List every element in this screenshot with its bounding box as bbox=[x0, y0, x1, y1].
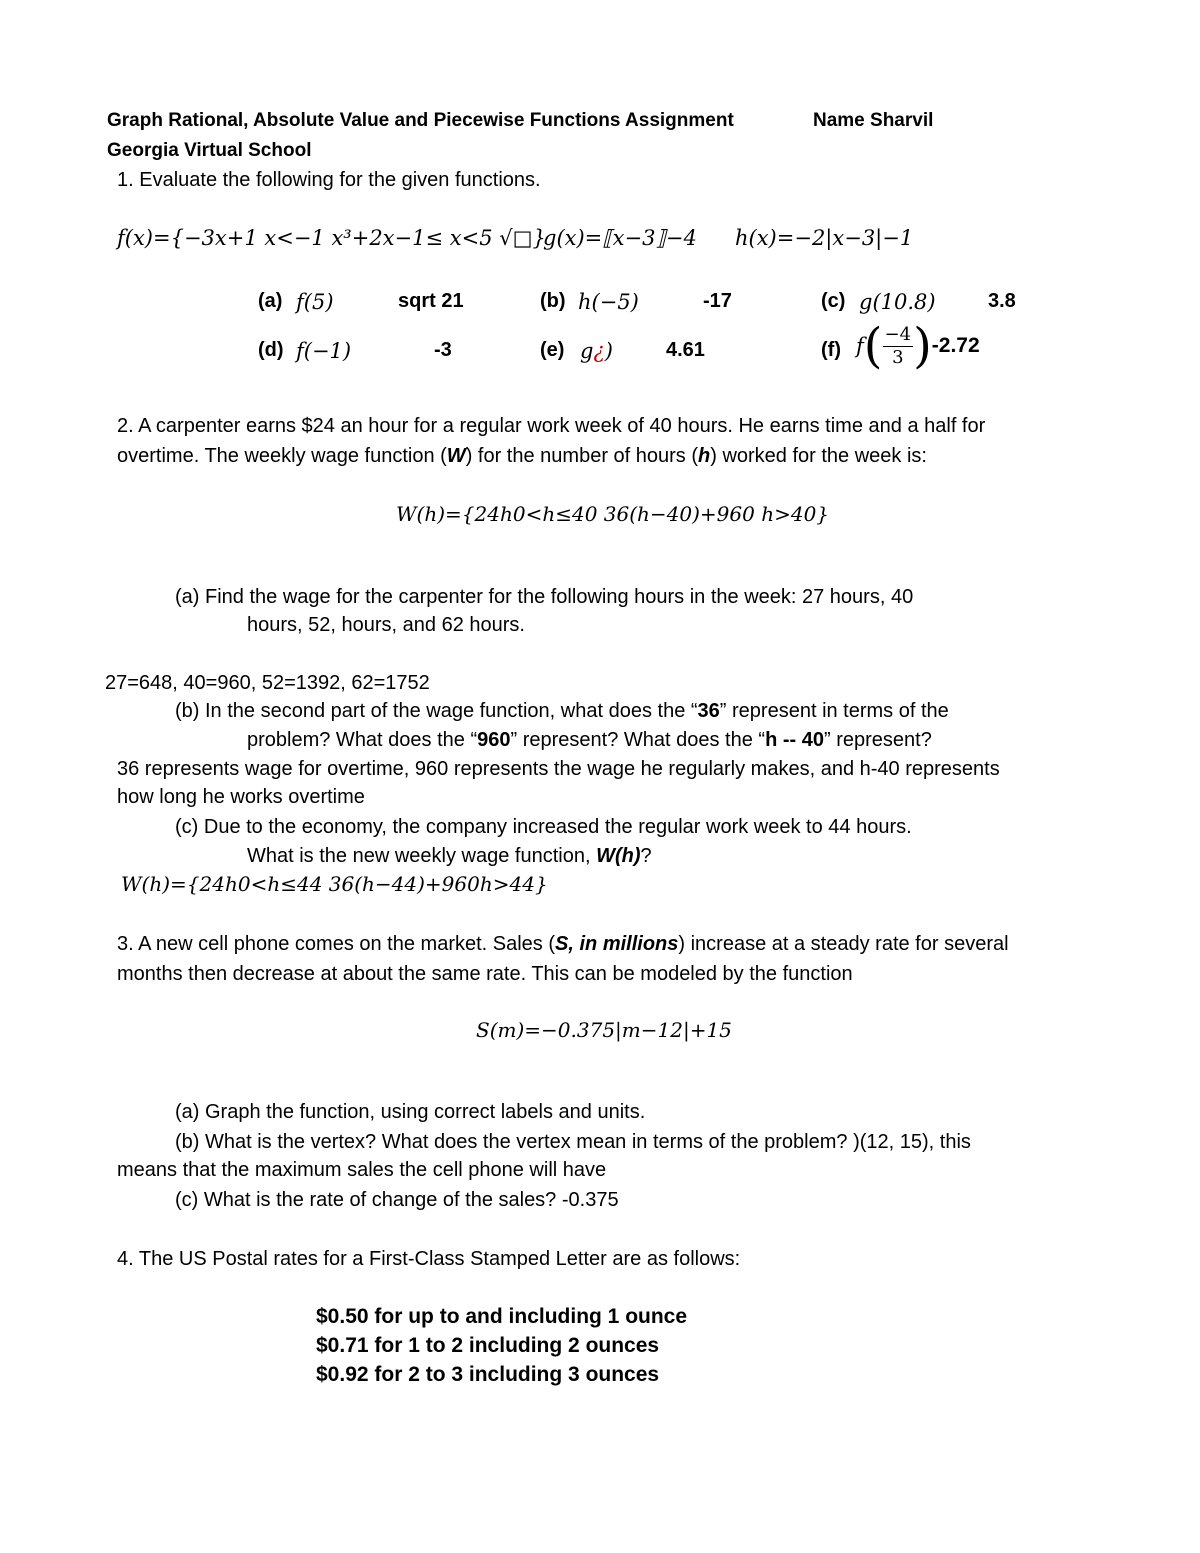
q2c-line-2 bbox=[247, 845, 652, 868]
q2-line-2 bbox=[117, 445, 927, 468]
q4-rate-3: $0.92 for 2 to 3 including 3 ounces bbox=[316, 1363, 660, 1386]
q1c-label: (c) bbox=[821, 290, 846, 312]
q3-line-1-text-a: 3. A new cell phone comes on the market. Sales ( bbox=[117, 933, 556, 955]
q1a-label: (a) bbox=[258, 290, 283, 312]
q1a-answer: sqrt 21 bbox=[398, 290, 464, 312]
q1d-answer: -3 bbox=[434, 339, 452, 361]
q1b-expression: h(−5) bbox=[578, 290, 639, 314]
q1c-answer: 3.8 bbox=[988, 290, 1016, 312]
q3-line-1-text-b: ) increase at a steady rate for several bbox=[678, 933, 1009, 955]
q1f-label: (f) bbox=[821, 339, 841, 361]
q2a-line-2: hours, 52, hours, and 62 hours. bbox=[247, 614, 525, 636]
q2b-line-2 bbox=[247, 729, 932, 752]
q2b-line-2-text-c: ” represent? bbox=[823, 729, 932, 751]
q2b-bold-h-40: h -- 40 bbox=[765, 729, 824, 751]
q1f-fraction bbox=[883, 324, 914, 369]
q1c-expression: g(10.8) bbox=[859, 290, 936, 314]
q1-prompt: 1. Evaluate the following for the given functions. bbox=[117, 169, 541, 191]
q2-line-2-text-a: overtime. The weekly wage function ( bbox=[117, 445, 447, 467]
q2c-answer-formula: W(h)={24h0<h≤44 36(h−44)+960h>44} bbox=[121, 872, 548, 896]
q2b-line-1-text-b: ” represent in terms of the bbox=[719, 700, 949, 722]
q1e-answer: 4.61 bbox=[666, 339, 705, 361]
q1e-close-paren: ) bbox=[604, 339, 613, 363]
q2-line-2-text-c: ) worked for the week is: bbox=[710, 445, 927, 467]
q1e-expression bbox=[580, 339, 613, 363]
school-name: Georgia Virtual School bbox=[107, 140, 312, 161]
q3b-line-1: (b) What is the vertex? What does the vertex mean in terms of the problem? )(12, 15), this bbox=[175, 1131, 971, 1153]
q1d-label: (d) bbox=[258, 339, 284, 361]
q1f-expression bbox=[856, 318, 980, 374]
q2-line-1: 2. A carpenter earns $24 an hour for a regular work week of 40 hours. He earns time and a half for bbox=[117, 415, 986, 437]
q3-line-1 bbox=[117, 933, 1009, 956]
q2-wage-formula: W(h)={24h0<h≤40 36(h−40)+960 h>40} bbox=[396, 502, 830, 526]
q1f-left-paren: ( bbox=[863, 318, 883, 374]
q3-bold-sales-millions: S, in millions bbox=[555, 933, 679, 955]
q3-sales-formula: S(m)=−0.375|m−12|+15 bbox=[476, 1018, 732, 1042]
q2c-line-2-text-a: What is the new weekly wage function, bbox=[247, 845, 597, 867]
q1b-answer: -17 bbox=[703, 290, 732, 312]
q2-line-2-text-b: ) for the number of hours ( bbox=[465, 445, 699, 467]
q1b-label: (b) bbox=[540, 290, 566, 312]
q4-rate-2: $0.71 for 1 to 2 including 2 ounces bbox=[316, 1334, 660, 1357]
q4-rate-1: $0.50 for up to and including 1 ounce bbox=[316, 1305, 688, 1328]
q3c: (c) What is the rate of change of the sales? -0.375 bbox=[175, 1189, 619, 1211]
q3b-line-2: means that the maximum sales the cell phone will have bbox=[117, 1159, 607, 1181]
q3-line-2: months then decrease at about the same rate. This can be modeled by the function bbox=[117, 963, 853, 985]
q2-W-variable: W bbox=[446, 445, 466, 467]
q1f-denominator: 3 bbox=[892, 346, 904, 368]
q2a-line-1: (a) Find the wage for the carpenter for the following hours in the week: 27 hours, 40 bbox=[175, 586, 914, 608]
q1a-expression: f(5) bbox=[296, 290, 334, 314]
q2b-line-2-text-a: problem? What does the “ bbox=[247, 729, 478, 751]
q2b-answer-line-2: how long he works overtime bbox=[117, 786, 365, 808]
q1e-label: (e) bbox=[540, 339, 565, 361]
q1e-missing-argument: ¿ bbox=[593, 339, 605, 363]
q2b-answer-line-1: 36 represents wage for overtime, 960 represents the wage he regularly makes, and h-40 represents bbox=[117, 758, 1000, 780]
q2b-bold-36: 36 bbox=[697, 700, 720, 722]
q1-f-definition: f(x)={−3x+1 x<−1 x³+2x−1≤ x<5 √□} bbox=[117, 226, 546, 250]
q1f-answer: -2.72 bbox=[931, 334, 980, 357]
q2c-line-2-text-b: ? bbox=[640, 845, 652, 867]
q1e-function-name: g bbox=[580, 339, 594, 363]
q1f-numerator: −4 bbox=[884, 323, 912, 345]
q4-prompt: 4. The US Postal rates for a First-Class Stamped Letter are as follows: bbox=[117, 1248, 741, 1270]
q2b-bold-960: 960 bbox=[477, 729, 511, 751]
assignment-title: Graph Rational, Absolute Value and Piecewise Functions Assignment bbox=[107, 110, 734, 131]
q2b-line-1-text-a: (b) In the second part of the wage function, what does the “ bbox=[175, 700, 698, 722]
q2c-line-1: (c) Due to the economy, the company increased the regular work week to 44 hours. bbox=[175, 816, 912, 838]
q1f-right-paren: ) bbox=[913, 318, 932, 374]
q1d-expression: f(−1) bbox=[296, 339, 352, 363]
student-name: Name Sharvil bbox=[813, 110, 934, 131]
q2a-answer: 27=648, 40=960, 52=1392, 62=1752 bbox=[105, 672, 430, 694]
q1-g-definition: g(x)=⟦x−3⟧−4 bbox=[543, 226, 697, 250]
q2c-bold-Wh: W(h) bbox=[596, 845, 641, 867]
q2-h-variable: h bbox=[698, 445, 711, 467]
q1-h-definition: h(x)=−2|x−3|−1 bbox=[735, 226, 914, 250]
q3a: (a) Graph the function, using correct labels and units. bbox=[175, 1101, 646, 1123]
q2b-line-2-text-b: ” represent? What does the “ bbox=[510, 729, 766, 751]
q1f-function-name: f bbox=[856, 334, 864, 358]
q2b-line-1 bbox=[175, 700, 949, 723]
